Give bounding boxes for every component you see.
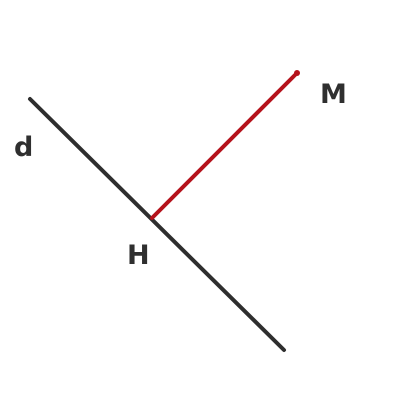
- segment-mh: [152, 73, 297, 218]
- label-d: d: [14, 132, 34, 163]
- label-m: M: [320, 79, 347, 110]
- point-m: [294, 70, 300, 76]
- label-h: H: [127, 240, 150, 271]
- line-d: [30, 99, 284, 350]
